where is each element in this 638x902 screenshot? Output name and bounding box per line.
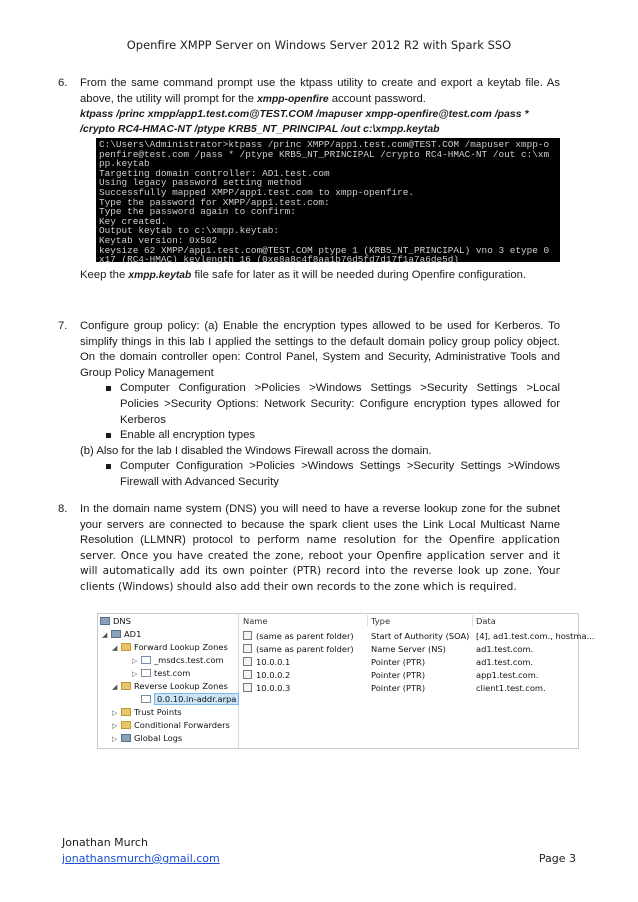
terminal-line: Using legacy password setting method xyxy=(99,177,302,189)
record-name-cell xyxy=(243,669,367,682)
dns-records-grid xyxy=(239,614,595,748)
bullet-list-b xyxy=(80,459,560,490)
step-8-text-1: In the domain name system (DNS) you will need to have a reverse lookup zone for the subnet your servers are connected to because the spark client uses the Link Local Multicast Name Resolution (LLMNR) protocol xyxy=(80,503,560,547)
record-icon xyxy=(243,683,252,692)
table-row[interactable] xyxy=(239,643,578,656)
expand-arrow-icon[interactable]: ◢ xyxy=(102,631,108,639)
record-name: (same as parent folder) xyxy=(256,631,354,641)
tree-label: Trust Points xyxy=(134,707,182,717)
list-item xyxy=(106,459,560,490)
step-8-text-2: to perform name resolution for the Openfire application server. Once you have created the zone, reboot your Openfire application server and it will automatically add its own pointer (PTR) record into the reverse look up zone. Your clients (Windows) should also add their own records to the zone which is required. xyxy=(80,534,560,593)
record-type: Pointer (PTR) xyxy=(371,683,426,693)
record-name: 10.0.0.3 xyxy=(256,683,291,693)
zone-icon xyxy=(141,695,151,703)
list-item-text: Computer Configuration >Policies >Windows Settings >Security Settings >Windows Firewall with Advanced Security xyxy=(120,460,560,488)
terminal-line: Targeting domain controller: AD1.test.com xyxy=(99,167,330,179)
step-number: 6. xyxy=(58,77,68,89)
record-name: 10.0.0.1 xyxy=(256,657,291,667)
table-row[interactable] xyxy=(239,682,578,695)
record-name-cell xyxy=(243,656,367,669)
tree-label: test.com xyxy=(154,668,191,678)
keytab-note xyxy=(70,268,560,284)
table-row[interactable] xyxy=(239,656,578,669)
record-name: 10.0.0.2 xyxy=(256,670,291,680)
record-type: Start of Authority (SOA) xyxy=(371,631,470,641)
table-row[interactable] xyxy=(239,669,578,682)
list-item-text: Enable all encryption types xyxy=(120,429,256,442)
zone-icon xyxy=(141,669,151,677)
account-name: xmpp-openfire xyxy=(257,93,329,105)
terminal-line: Output keytab to c:\xmpp.keytab: xyxy=(99,225,280,237)
tree-node-test-com[interactable] xyxy=(132,667,190,679)
server-icon xyxy=(111,630,121,638)
record-data: [4], ad1.test.com., hostma... xyxy=(476,631,595,641)
terminal-line: penfire@test.com /pass * /ptype KRB5_NT_PRINCIPAL /crypto RC4-HMAC-NT /out c:\xm xyxy=(99,148,550,160)
step-7 xyxy=(58,319,560,491)
page-number: Page 3 xyxy=(538,852,576,865)
folder-icon xyxy=(121,643,131,651)
ktpass-command: ktpass /princ xmpp/app1.test.com@TEST.COM /mapuser xmpp-openfire@test.com /pass * /crypto RC4-HMAC-NT /ptype KRB5_NT_PRINCIPAL /out c:\xmpp.keytab xyxy=(80,108,529,136)
record-data: ad1.test.com. xyxy=(476,657,534,667)
footer-author: Jonathan Murch xyxy=(62,836,148,849)
collapse-arrow-icon[interactable]: ▷ xyxy=(132,657,138,665)
collapse-arrow-icon[interactable]: ▷ xyxy=(112,709,118,717)
terminal-line: Type the password again to confirm: xyxy=(99,206,296,218)
bullet-list-a xyxy=(80,381,560,443)
record-type: Pointer (PTR) xyxy=(371,670,426,680)
step-6-text-1: From the same command prompt use the ktpass utility to create and export a keytab file. As above, the utility will prompt for the xyxy=(80,77,560,105)
terminal-line: keysize 62 XMPP/app1.test.com@TEST.COM ptype 1 (KRB5_NT_PRINCIPAL) vno 3 etype 0 xyxy=(99,244,550,256)
step-6-text-2: account password. xyxy=(328,92,426,105)
terminal-line: x17 (RC4-HMAC) keylength 16 (0xe8a8c4f8aa1b76d5fd7d17f1a7a6de5d) xyxy=(99,254,460,266)
column-divider[interactable] xyxy=(367,615,368,626)
dns-manager-screenshot xyxy=(97,613,595,749)
collapse-arrow-icon[interactable]: ▷ xyxy=(112,735,118,743)
list-item xyxy=(106,428,560,444)
tree-node-reverse-zone-selected[interactable] xyxy=(141,693,239,705)
tree-node-forward-zones[interactable] xyxy=(112,641,228,653)
record-icon xyxy=(243,657,252,666)
zone-icon xyxy=(141,656,151,664)
bullet-icon xyxy=(106,386,111,391)
folder-icon xyxy=(121,708,131,716)
record-type: Pointer (PTR) xyxy=(371,657,426,667)
collapse-arrow-icon[interactable]: ▷ xyxy=(132,670,138,678)
record-name-cell xyxy=(243,682,367,695)
keytab-name: xmpp.keytab xyxy=(128,270,192,281)
column-header-name[interactable]: Name xyxy=(243,616,268,626)
step-8 xyxy=(58,502,560,596)
terminal-line: C:\Users\Administrator>ktpass /princ XMPP/app1.test.com@TEST.COM /mapuser xmpp-o xyxy=(99,139,550,150)
tree-label: Forward Lookup Zones xyxy=(134,642,228,652)
record-name-cell xyxy=(243,630,367,643)
table-row[interactable] xyxy=(239,630,595,643)
tree-label: DNS xyxy=(113,616,131,626)
terminal-line: pp.keytab xyxy=(99,158,150,170)
tree-label: Conditional Forwarders xyxy=(134,720,230,730)
step-7-part-b: (b) Also for the lab I disabled the Windows Firewall across the domain. xyxy=(80,444,432,457)
tree-node-ad1[interactable] xyxy=(102,628,141,640)
tree-label: Reverse Lookup Zones xyxy=(134,681,228,691)
record-name-cell xyxy=(243,643,367,656)
bullet-icon xyxy=(106,464,111,469)
command-prompt-screenshot xyxy=(96,138,560,266)
terminal-line: Type the password for XMPP/app1.test.com: xyxy=(99,196,330,208)
record-icon xyxy=(243,631,252,640)
tree-label: _msdcs.test.com xyxy=(154,655,224,665)
collapse-arrow-icon[interactable]: ▷ xyxy=(112,722,118,730)
tree-node-msdcs[interactable] xyxy=(132,654,224,666)
record-data: ad1.test.com. xyxy=(476,644,534,654)
tree-label: 0.0.10.in-addr.arpa xyxy=(154,693,239,705)
keep-text-2: file safe for later as it will be needed during Openfire configuration. xyxy=(191,269,527,281)
expand-arrow-icon[interactable]: ◢ xyxy=(112,683,118,691)
step-number: 8. xyxy=(58,503,68,515)
step-7-intro: Configure group policy: (a) Enable the encryption types allowed to be used for Kerberos. To simplify things in this lab I applied the settings to the default domain policy group policy object. On the domain controller open: Control Panel, System and Security, Administrative Tools and Group Policy Management xyxy=(80,320,560,379)
step-number: 7. xyxy=(58,320,68,332)
tree-node-conditional-forwarders[interactable] xyxy=(112,719,230,731)
tree-node-reverse-zones[interactable] xyxy=(112,680,228,692)
tree-node-dns[interactable] xyxy=(100,615,131,627)
terminal-line: Keytab version: 0x502 xyxy=(99,234,218,246)
terminal-line: Key created. xyxy=(99,215,167,227)
column-header-data[interactable]: Data xyxy=(476,616,496,626)
record-data: app1.test.com. xyxy=(476,670,539,680)
tree-label: Global Logs xyxy=(134,733,183,743)
record-icon xyxy=(243,670,252,679)
step-6-intro xyxy=(80,76,560,107)
terminal-line: Successfully mapped XMPP/app1.test.com to xmpp-openfire. xyxy=(99,186,415,198)
logs-icon xyxy=(121,734,131,742)
bullet-icon xyxy=(106,433,111,438)
tree-label: AD1 xyxy=(124,629,142,639)
footer-email-link[interactable]: jonathansmurch@gmail.com xyxy=(62,852,220,865)
column-header-type[interactable]: Type xyxy=(371,616,391,626)
record-name: (same as parent folder) xyxy=(256,644,354,654)
tree-node-trust-points[interactable] xyxy=(112,706,182,718)
page-header: Openfire XMPP Server on Windows Server 2012 R2 with Spark SSO xyxy=(126,38,512,52)
record-icon xyxy=(243,644,252,653)
column-divider[interactable] xyxy=(472,615,473,626)
step-6 xyxy=(58,76,560,137)
list-item-text: Computer Configuration >Policies >Windows Settings >Security Settings >Local Policies >Security Options: Network Security: Configure encryption types allowed for Kerberos xyxy=(120,382,560,426)
record-type: Name Server (NS) xyxy=(371,644,446,654)
expand-arrow-icon[interactable]: ◢ xyxy=(112,644,118,652)
tree-node-global-logs[interactable] xyxy=(112,732,182,744)
keep-text-1: Keep the xyxy=(80,269,129,281)
dns-tree xyxy=(98,614,239,748)
folder-icon xyxy=(121,721,131,729)
list-item xyxy=(106,381,560,428)
dns-icon xyxy=(100,617,110,625)
folder-icon xyxy=(121,682,131,690)
record-data: client1.test.com. xyxy=(476,683,546,693)
